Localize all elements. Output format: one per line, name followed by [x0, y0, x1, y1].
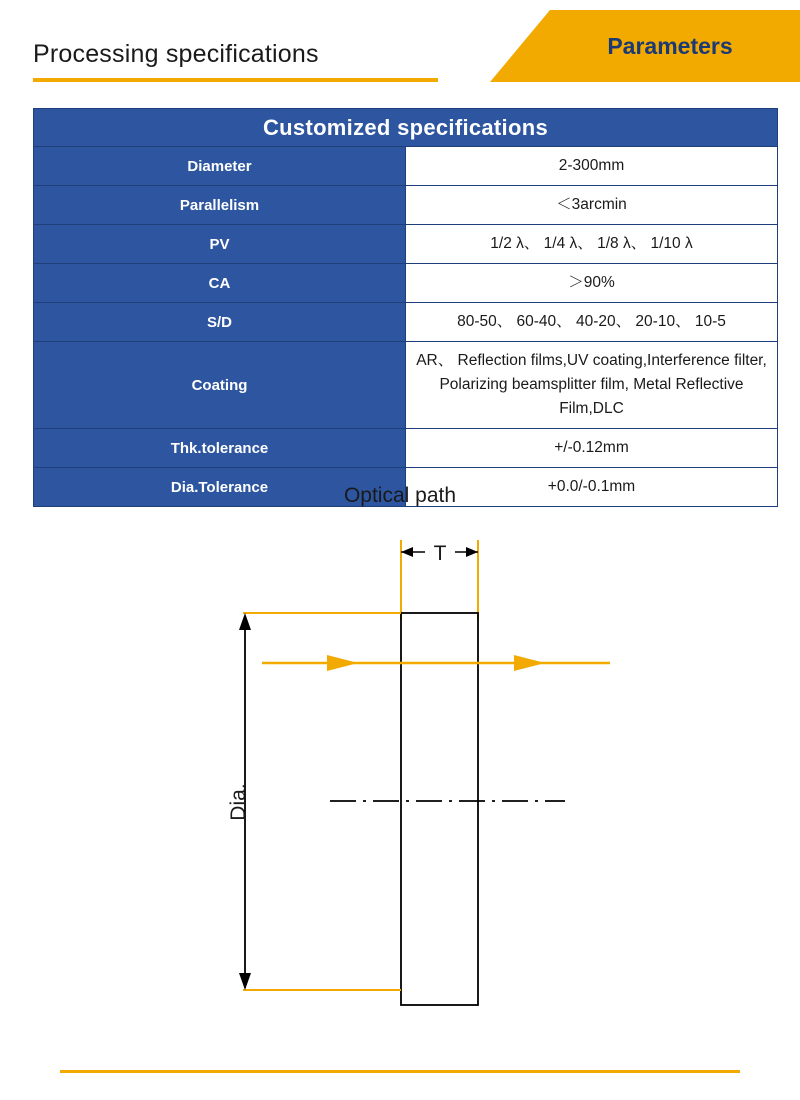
title-underline — [33, 78, 438, 82]
table-row — [34, 147, 778, 186]
row-label-diameter: Diameter — [34, 147, 406, 186]
thickness-arrow-right-icon — [466, 547, 478, 557]
row-value-line: +0.0/-0.1mm — [547, 478, 636, 496]
row-value-line: 2-300mm — [558, 157, 625, 174]
row-label-sd: S/D — [34, 303, 406, 342]
specifications-table — [33, 108, 778, 507]
beam-arrow-outgoing-icon — [514, 655, 545, 671]
optical-path-title: Optical path — [343, 484, 457, 507]
row-value-line: Polarizing beamsplitter film, Metal Reflective Film,DLC — [439, 376, 744, 418]
optical-path-diagram — [0, 520, 800, 1020]
diameter-label: Dia. — [227, 783, 250, 821]
diameter-arrow-top-icon — [239, 613, 251, 630]
beam-arrow-incoming-icon — [327, 655, 358, 671]
optic-element-outline — [401, 613, 478, 1005]
table-row — [34, 429, 778, 468]
row-label-dia-tolerance: Dia.Tolerance — [34, 468, 406, 507]
specifications-table-container — [33, 108, 778, 507]
row-value-line: 80-50、 60-40、 40-20、 20-10、 10-5 — [457, 313, 726, 331]
row-value-pv — [406, 225, 778, 264]
table-title: Customized specifications — [34, 109, 778, 147]
thickness-label: T — [433, 542, 447, 565]
row-value-parallelism — [406, 186, 778, 225]
page-title: Processing specifications — [33, 40, 319, 68]
diameter-arrow-bottom-icon — [239, 973, 251, 990]
table-title-row — [34, 109, 778, 147]
table-row — [34, 303, 778, 342]
row-label-thk-tolerance: Thk.tolerance — [34, 429, 406, 468]
row-value-sd — [406, 303, 778, 342]
table-row — [34, 186, 778, 225]
thickness-arrow-left-icon — [401, 547, 413, 557]
table-row — [34, 342, 778, 429]
page-header — [0, 0, 800, 92]
row-label-coating: Coating — [34, 342, 406, 429]
row-label-parallelism: Parallelism — [34, 186, 406, 225]
footer-divider — [60, 1070, 740, 1073]
row-value-line: ＜3arcmin — [556, 196, 627, 214]
row-value-line: AR、 Reflection films,UV coating,Interference filter, — [416, 352, 767, 370]
row-value-ca — [406, 264, 778, 303]
optical-path-svg — [0, 520, 800, 1020]
row-value-line: ＞90% — [568, 274, 615, 292]
row-value-diameter — [406, 147, 778, 186]
row-label-pv: PV — [34, 225, 406, 264]
row-label-ca: CA — [34, 264, 406, 303]
table-row — [34, 225, 778, 264]
row-value-line: 1/2 λ、 1/4 λ、 1/8 λ、 1/10 λ — [490, 235, 693, 253]
row-value-coating — [406, 342, 778, 429]
row-value-thk-tolerance — [406, 429, 778, 468]
table-row — [34, 264, 778, 303]
parameters-tab-label: Parameters — [607, 32, 733, 59]
row-value-line: +/-0.12mm — [554, 439, 629, 457]
